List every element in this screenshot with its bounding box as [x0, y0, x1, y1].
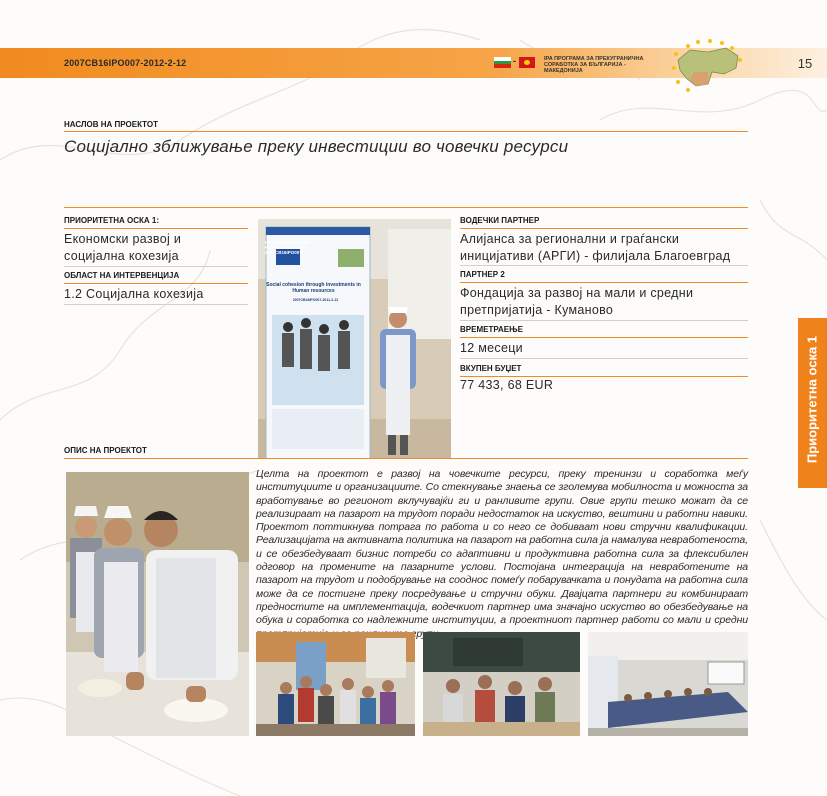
priority-side-tab — [798, 318, 827, 488]
flag-separator: - — [513, 56, 516, 66]
group-photo-1 — [256, 632, 415, 736]
duration-value: 12 месеци — [460, 341, 523, 355]
priority-label: ПРИОРИТЕТНА ОСКА 1: — [64, 216, 160, 225]
divider — [460, 265, 748, 266]
banner-title: Social cohesion through investments in Human resources — [266, 282, 361, 294]
project-title: Социјално зближување преку инвестиции во човечки ресурси — [64, 137, 569, 156]
divider — [64, 283, 248, 284]
area-label: ОБЛАСТ НА ИНТЕРВЕНЦИЈА — [64, 271, 180, 280]
banner-code: 2007CB16IPO007-2011-2-12 — [292, 298, 339, 302]
side-tab-label: Приоритетна оска 1 — [804, 335, 820, 464]
divider — [460, 228, 748, 229]
project-description: Целта на проектот е развој на човечките ресурси, преку тренинзи и соработка меѓу институциите и организациите. Со стекнување знаења се зголемува мобилноста и можноста за вработување во регионот вклучувајќи ги и ранливите групи. Овие групи тешко можат да се реализираат на пазарот на трудот поради недостаток на искуство, вештини и работни навики. Проектот поттикнува потрага по работа и со него се добиваат нови стручни квалификации. Реализацијата на активната политика на пазарот на работна сила ја намалува невработеноста, и се обезбедуваат бизнис потреби со адаптивни и продуктивна работна сила за флексибилен одговор на промените на пазарните услови. Постојана интеграција на невработените на пазарот на трудот и подобрување на сооднос помеѓу побарувачката и понудата на работна сила може да се постигне преку посредување и стручни обуки. Двајцата партнери ги комбинираат предностите на имплементација, водечкиот партнер има значајно искуство во обезбедување на обука и соработка со надлежните институции, а проектниот партнер работи со мали и средни — [256, 468, 748, 627]
cooking-training-photo — [66, 472, 249, 736]
divider — [64, 266, 248, 267]
programme-map-logo-icon — [668, 38, 748, 94]
banner-programme: IPA CROSS BORDER PROGRAMME CCI 2007CB16IPO007 — [265, 240, 311, 255]
divider — [64, 207, 748, 208]
bulgaria-flag-icon — [494, 57, 511, 68]
description-label: ОПИС НА ПРОЕКТОТ — [64, 446, 147, 455]
conference-room-photo — [588, 632, 748, 736]
divider — [64, 304, 248, 305]
area-value: 1.2 Социјална кохезија — [64, 287, 204, 301]
macedonia-flag-icon — [519, 57, 535, 68]
budget-value: 77 433, 68 EUR — [460, 378, 554, 392]
page-number: 15 — [797, 56, 813, 71]
divider — [460, 337, 748, 338]
priority-value: Економски развој и социјална кохезија — [64, 232, 182, 263]
title-label: НАСЛОВ НА ПРОЕКТОТ — [64, 120, 158, 129]
partner2-label: ПАРТНЕР 2 — [460, 270, 505, 279]
divider — [460, 320, 748, 321]
divider — [64, 131, 748, 132]
project-code: 2007CB16IPO007-2012-2-12 — [64, 58, 187, 68]
duration-label: ВРЕМЕТРАЕЊЕ — [460, 325, 523, 334]
budget-label: ВКУПЕН БУЏЕТ — [460, 364, 522, 373]
lead-partner-label: ВОДЕЧКИ ПАРТНЕР — [460, 216, 540, 225]
divider — [64, 228, 248, 229]
divider — [460, 358, 748, 359]
divider — [64, 458, 748, 459]
programme-name: IPA ПРОГРАМА ЗА ПРЕКУГРАНИЧНА СОРАБОТКА ЗА БЪЛГАРИЈА - МАКЕДОНИЈА — [544, 56, 644, 74]
banner-photo — [258, 219, 451, 459]
lead-partner-value: Алијанса за регионални и граѓански иницијативи (АРГИ) - филијала Благоевград — [460, 232, 731, 263]
partner2-value: Фондација за развој на мали и средни претпријатија - Куманово — [460, 286, 694, 317]
divider — [460, 282, 748, 283]
classroom-photo — [423, 632, 580, 736]
